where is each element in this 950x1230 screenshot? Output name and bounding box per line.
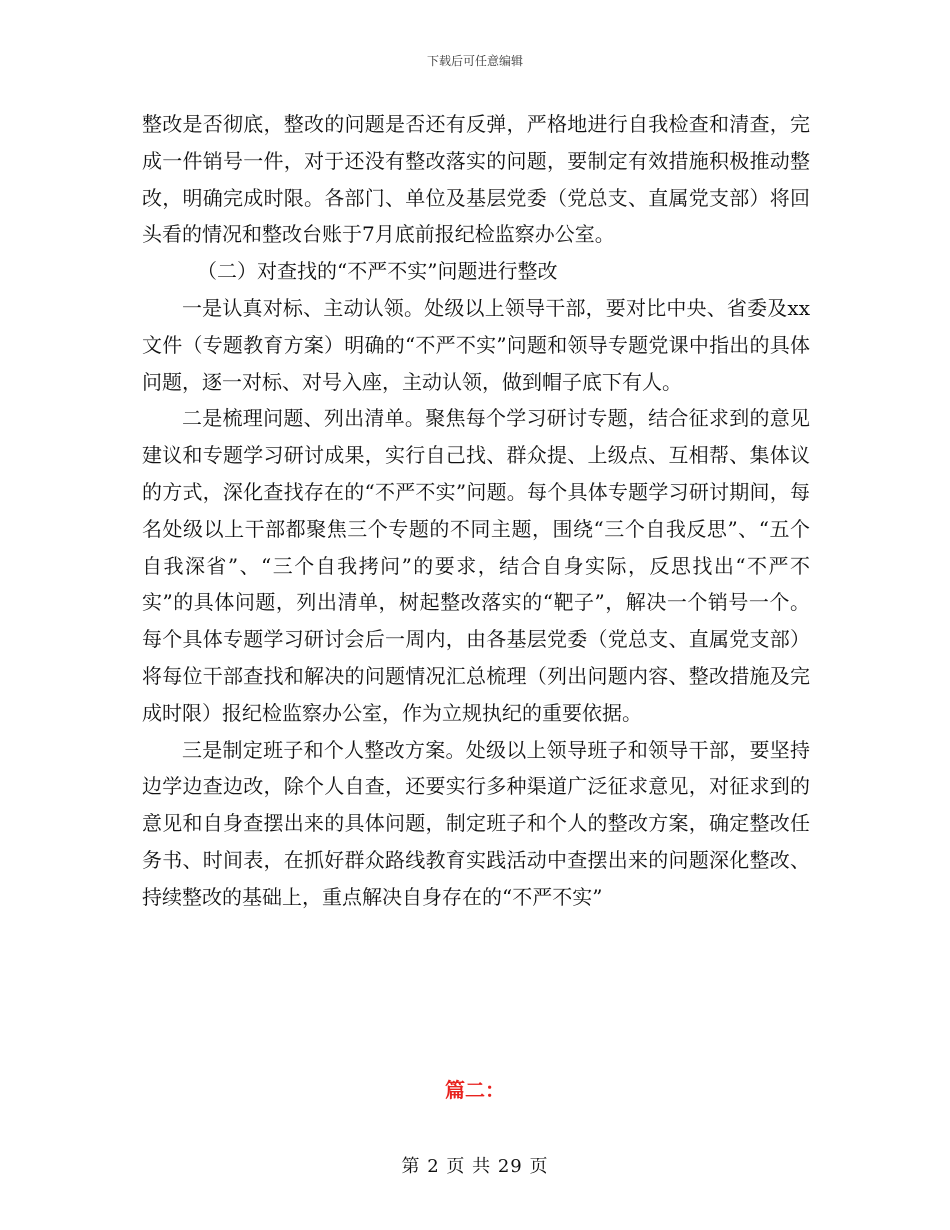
paragraph-item-three: 三是制定班子和个人整改方案。处级以上领导班子和领导干部，要坚持边学边查边改，除个人自查，还要实行多种渠道广泛征求意见，对征求到的意见和自身查摆出来的具体问题，制定班子和个人的整改方案，确定整改任务书、时间表，在抓好群众路线教育实践活动中查摆出来的问题深化整改、持续整改的基础上，重点解决自身存在的“不严不实” bbox=[142, 737, 810, 909]
page-footer: 第 2 页 共 29 页 bbox=[401, 1156, 549, 1177]
paragraph-item-two: 二是梳理问题、列出清单。聚焦每个学习研讨专题，结合征求到的意见建议和专题学习研讨成果，实行自己找、群众提、上级点、互相帮、集体议的方式，深化查找存在的“不严不实”问题。每个具体专题学习研讨期间，每名处级以上干部都聚焦三个专题的不同主题，围绕“三个自我反思”、“五个自我深省”、“三个自我拷问”的要求，结合自身实际，反思找出“不严不实”的具体问题，列出清单，树起整改落实的“靶子”，解决一个销号一个。每个具体专题学习研讨会后一周内，由各基层党委（党总支、直属党支部）将每位干部查找和解决的问题情况汇总梳理（列出问题内容、整改措施及完成时限）报纪检监察办公室，作为立规执纪的重要依据。 bbox=[142, 406, 810, 725]
document-body bbox=[142, 106, 810, 916]
paragraph-item-one: 一是认真对标、主动认领。处级以上领导干部，要对比中央、省委及xx文件（专题教育方案）明确的“不严不实”问题和领导专题党课中指出的具体问题，逐一对标、对号入座，主动认领，做到帽子底下有人。 bbox=[142, 295, 810, 394]
section-title: 篇二： bbox=[445, 1078, 505, 1102]
page-header: 下载后可任意编辑 bbox=[426, 54, 523, 68]
subsection-heading: （二）对查找的“不严不实”问题进行整改 bbox=[197, 259, 558, 284]
paragraph-continuation: 整改是否彻底，整改的问题是否还有反弹，严格地进行自我检查和清查，完成一件销号一件，对于还没有整改落实的问题，要制定有效措施积极推动整改，明确完成时限。各部门、单位及基层党委（党总支、直属党支部）将回头看的情况和整改台账于7月底前报纪检监察办公室。 bbox=[142, 112, 810, 247]
